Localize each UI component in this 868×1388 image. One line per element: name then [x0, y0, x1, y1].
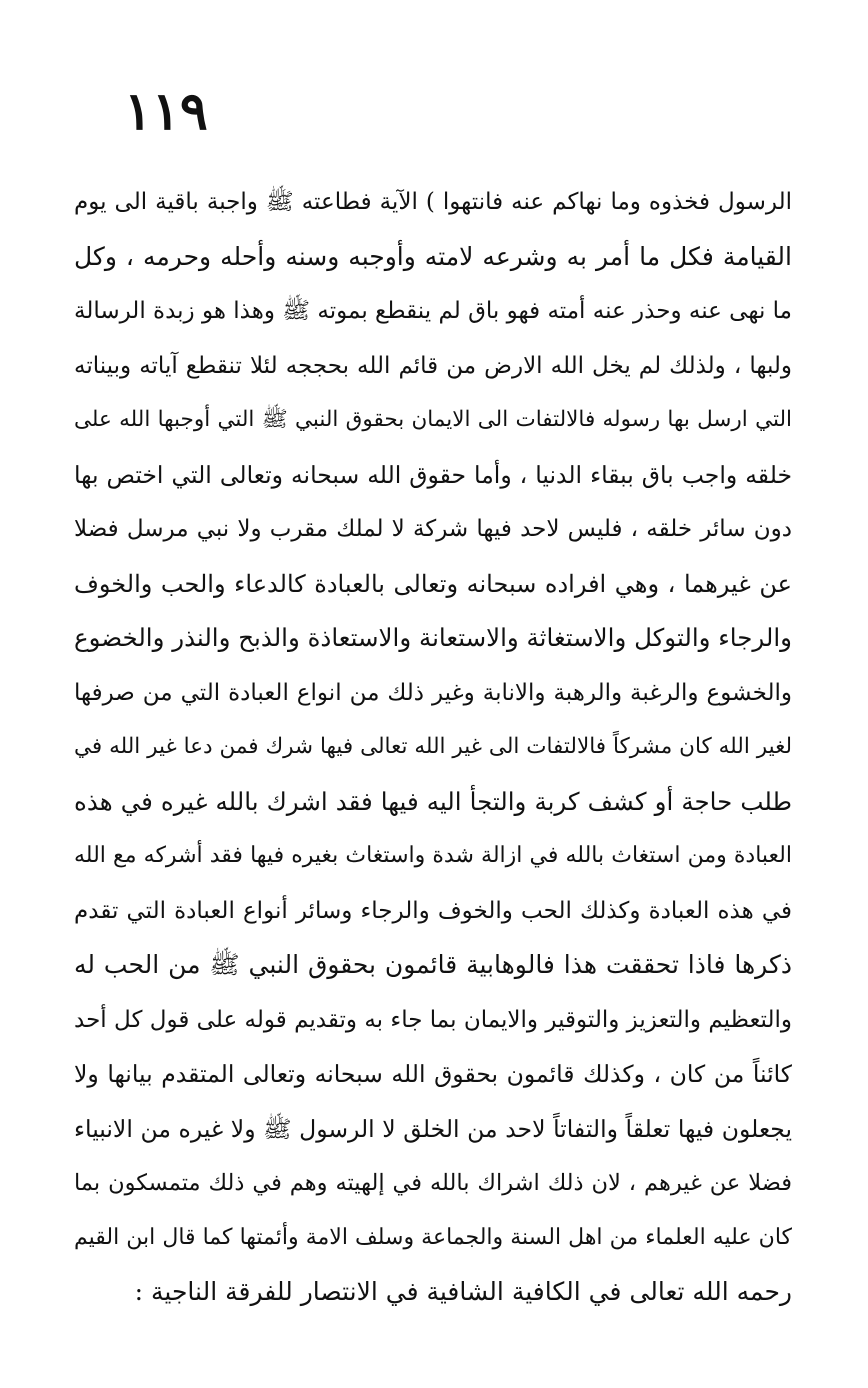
text-line: دون سائر خلقه ، فليس لاحد فيها شركة لا لملك مقرب ولا نبي مرسل فضلا: [74, 516, 792, 542]
page-number: ١١٩: [124, 81, 208, 142]
text-line: ولبها ، ولذلك لم يخل الله الارض من قائم الله بحججه لئلا تنقطع آياته وبيناته: [74, 352, 792, 379]
page-text: [74, 175, 792, 1320]
text-line: الرسول فخذوه وما نهاكم عنه فانتهوا ) الآية فطاعته ﷺ واجبة باقية الى يوم: [74, 189, 792, 215]
text-line: يجعلون فيها تعلقاً والتفاتاً لاحد من الخلق لا الرسول ﷺ ولا غيره من الانبياء: [74, 1114, 792, 1143]
text-line: كائناً من كان ، وكذلك قائمون بحقوق الله سبحانه وتعالى المتقدم بيانها ولا: [74, 1060, 792, 1088]
text-line: القيامة فكل ما أمر به وشرعه لامته وأوجبه وسنه وأحله وحرمه ، وكل: [74, 241, 792, 271]
text-line: في هذه العبادة وكذلك الحب والخوف والرجاء وسائر أنواع العبادة التي تقدم: [74, 897, 792, 924]
text-line: رحمه الله تعالى في الكافية الشافية في الانتصار للفرقة الناجية :: [134, 1277, 792, 1306]
text-line: ذكرها فاذا تحققت هذا فالوهابية قائمون بحقوق النبي ﷺ من الحب له: [74, 950, 792, 979]
text-line: خلقه واجب باق ببقاء الدنيا ، وأما حقوق الله سبحانه وتعالى التي اختص بها: [74, 460, 792, 489]
text-line: والخشوع والرغبة والرهبة والانابة وغير ذلك من انواع العبادة التي من صرفها: [74, 679, 792, 706]
text-line: طلب حاجة أو كشف كربة والتجأ اليه فيها فقد اشرك بالله غيره في هذه: [74, 786, 792, 816]
text-line: والتعظيم والتعزيز والتوقير والايمان بما جاء به وتقديم قوله على قول كل أحد: [74, 1006, 792, 1033]
text-line: التي ارسل بها رسوله فالالتفات الى الايمان بحقوق النبي ﷺ التي أوجبها الله على: [74, 407, 792, 432]
text-line: لغير الله كان مشركاً فالالتفات الى غير الله تعالى فيها شرك فمن دعا غير الله في: [74, 734, 792, 759]
text-line: عن غيرهما ، وهي افراده سبحانه وتعالى بالعبادة كالدعاء والحب والخوف: [74, 569, 792, 598]
text-line: فضلا عن غيرهم ، لان ذلك اشراك بالله في إلهيته وهم في ذلك متمسكون بما: [74, 1170, 792, 1196]
text-line: ما نهى عنه وحذر عنه أمته فهو باق لم ينقطع بموته ﷺ وهذا هو زبدة الرسالة: [74, 298, 792, 324]
text-line: العبادة ومن استغاث بالله في ازالة شدة واستغاث بغيره فيها فقد أشركه مع الله: [74, 843, 792, 868]
text-line: كان عليه العلماء من اهل السنة والجماعة وسلف الامة وأئمتها كما قال ابن القيم: [74, 1224, 792, 1250]
text-line: والرجاء والتوكل والاستغاثة والاستعانة والاستعاذة والذبح والنذر والخضوع: [74, 623, 792, 652]
